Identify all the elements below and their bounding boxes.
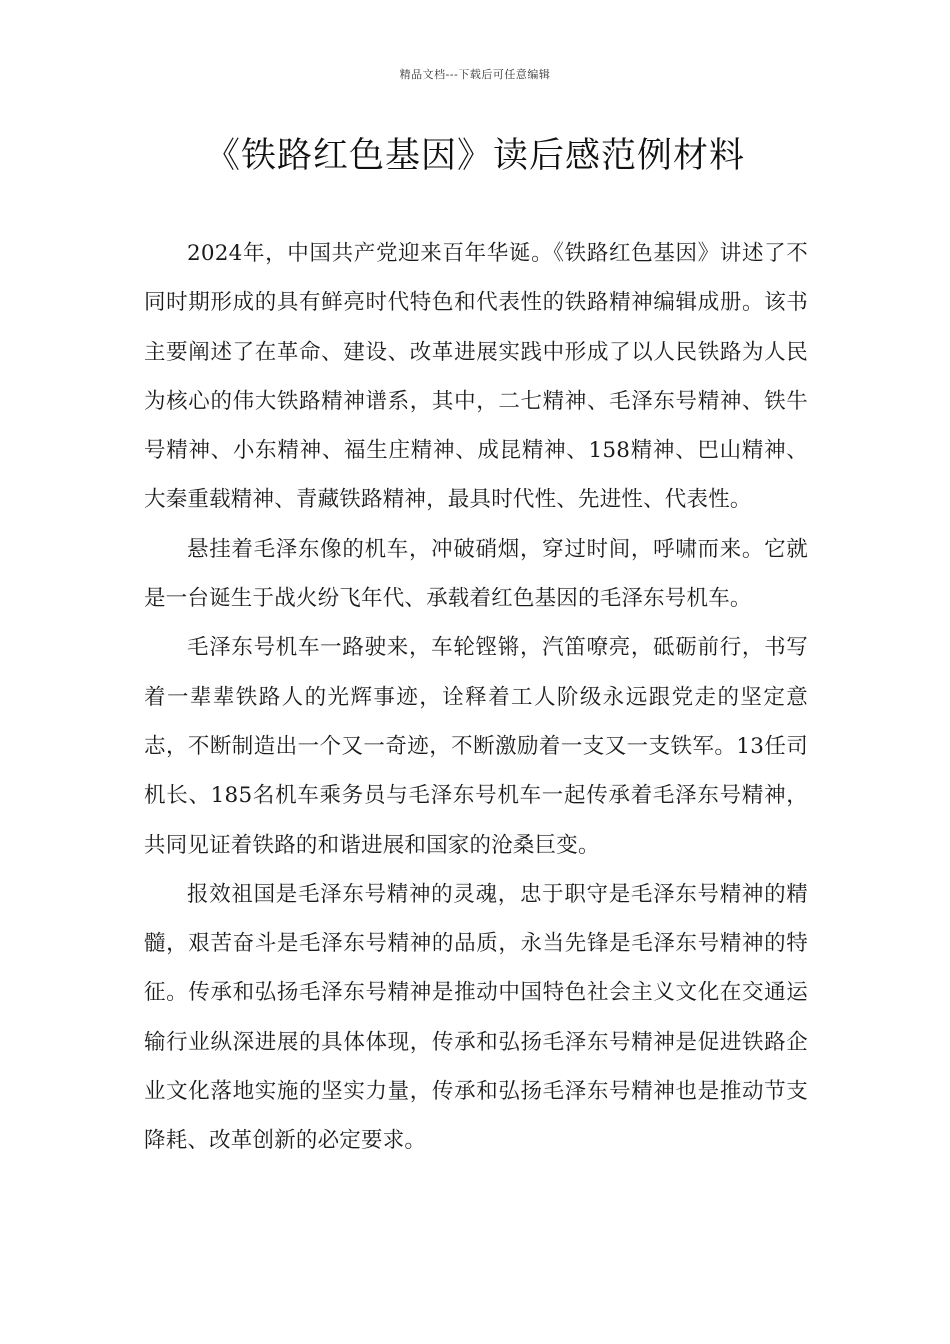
document-body — [144, 229, 808, 1166]
paragraph-4: 报效祖国是毛泽东号精神的灵魂，忠于职守是毛泽东号精神的精髓，艰苦奋斗是毛泽东号精神的品质，永当先锋是毛泽东号精神的特征。传承和弘扬毛泽东号精神是推动中国特色社会主义文化在交通运输行业纵深进展的具体体现，传承和弘扬毛泽东号精神是促进铁路企业文化落地实施的坚实力量，传承和弘扬毛泽东号精神也是推动节支降耗、改革创新的必定要求。 — [144, 881, 808, 1154]
paragraph-1: 2024年，中国共产党迎来百年华诞。《铁路红色基因》讲述了不同时期形成的具有鲜亮时代特色和代表性的铁路精神编辑成册。该书主要阐述了在革命、建设、改革进展实践中形成了以人民铁路为人民为核心的伟大铁路精神谱系，其中，二七精神、毛泽东号精神、铁牛号精神、小东精神、福生庄精神、成昆精神、158精神、巴山精神、大秦重载精神、青藏铁路精神，最具时代性、先进性、代表性。 — [144, 241, 808, 513]
paragraph-2: 悬挂着毛泽东像的机车，冲破硝烟，穿过时间，呼啸而来。它就是一台诞生于战火纷飞年代、承载着红色基因的毛泽东号机车。 — [144, 536, 808, 612]
page-title: 《铁路红色基因》读后感范例材料 — [204, 136, 745, 176]
header-note: 精品文档---下载后可任意编辑 — [399, 68, 551, 81]
paragraph-3: 毛泽东号机车一路驶来，车轮铿锵，汽笛嘹亮，砥砺前行，书写着一辈辈铁路人的光辉事迹，诠释着工人阶级永远跟党走的坚定意志，不断制造出一个又一奇迹，不断激励着一支又一支铁军。13任司机长、185名机车乘务员与毛泽东号机车一起传承着毛泽东号精神，共同见证着铁路的和谐进展和国家的沧桑巨变。 — [144, 635, 808, 858]
